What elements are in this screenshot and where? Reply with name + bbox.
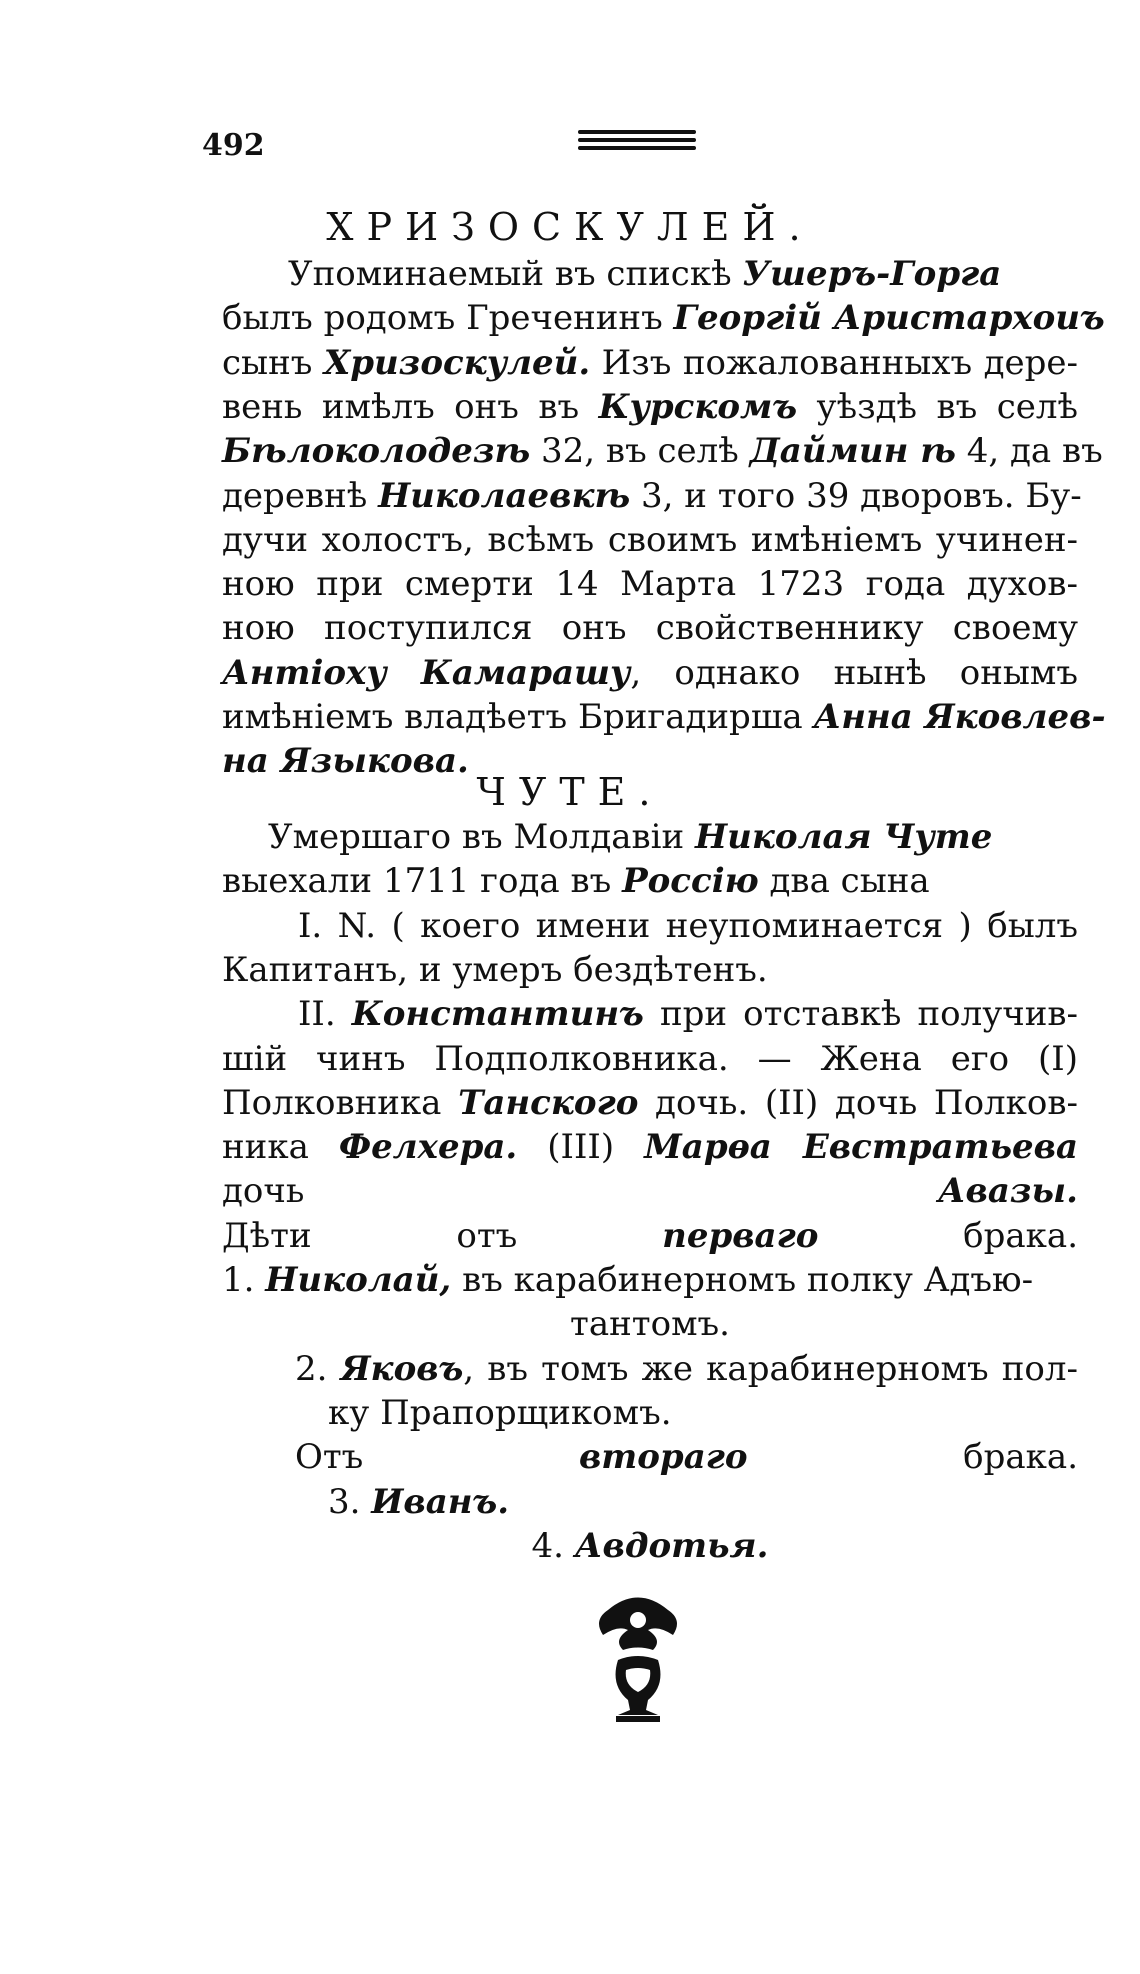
text-line [222, 1258, 1078, 1302]
section-heading: ЧУТЕ. [476, 770, 664, 814]
vase-ornament [588, 1590, 688, 1730]
text-segment: ку Прапорщикомъ. [328, 1392, 672, 1433]
text-line [222, 606, 1078, 650]
text-segment: , однако нынѣ онымъ [630, 652, 1078, 693]
text-segment: I. N. ( коего имени неупоминается ) былъ [298, 905, 1078, 946]
italic-name: Даймин ѣ [749, 431, 956, 472]
italic-name: Иванъ. [371, 1481, 510, 1522]
italic-name: Бѣлоколодезѣ [222, 431, 531, 472]
text-segment: брака. [818, 1215, 1078, 1256]
text-segment: дочь [222, 1171, 938, 1212]
text-segment: въ карабинерномъ полку Адъю- [451, 1260, 1034, 1300]
text-segment: 32, въ селѣ [530, 431, 750, 472]
text-segment: Упоминаемый въ спискѣ [288, 254, 743, 294]
italic-name: Антіоху Камарашу [222, 652, 631, 693]
text-line [222, 695, 1106, 739]
italic-name: Авдотья. [574, 1525, 769, 1566]
italic-name: Хризоскулей. [323, 342, 591, 383]
text-segment: два сына [758, 861, 930, 902]
text-line [222, 429, 1103, 473]
text-line [298, 904, 1078, 948]
text-segment: ника [222, 1127, 339, 1168]
text-line [222, 859, 1078, 903]
text-line [222, 1169, 1078, 1213]
text-segment: Умершаго въ Молдавіи [268, 817, 696, 857]
text-line [328, 1480, 1078, 1524]
text-line [268, 815, 1078, 859]
text-segment: Полковника [222, 1082, 459, 1123]
text-line [222, 385, 1078, 429]
italic-name: Георгій Аристархоиъ [673, 298, 1105, 339]
text-segment: дочь. (II) дочь Полков- [638, 1082, 1078, 1123]
text-segment: , въ томъ же карабинерномъ пол- [463, 1348, 1078, 1389]
text-line [222, 518, 1078, 562]
text-segment: (III) [517, 1127, 645, 1168]
text-line [222, 1524, 1078, 1568]
italic-name: Николая Чуте [695, 817, 993, 857]
text-line [328, 1391, 1078, 1435]
text-segment: уѣздѣ въ селѣ [797, 386, 1078, 427]
text-segment: 2. [295, 1348, 341, 1389]
italic-name: Ушеръ-Горга [742, 254, 1002, 294]
section-heading: ХРИЗОСКУЛЕЙ. [326, 205, 814, 249]
text-line [222, 1302, 1078, 1346]
text-segment: шій чинъ Подполковника. — Жена его (I) [222, 1038, 1078, 1079]
text-segment: Дѣти отъ [222, 1215, 663, 1256]
text-line [288, 252, 1078, 296]
text-segment: 1. [222, 1260, 266, 1300]
page-number: 492 [202, 128, 265, 163]
text-segment: при отставкѣ получив- [643, 994, 1079, 1035]
text-segment: деревнѣ [222, 475, 379, 516]
italic-name: втораго [578, 1437, 748, 1478]
italic-name: Николаевкѣ [378, 475, 631, 516]
text-segment: брака. [747, 1437, 1079, 1478]
text-segment: сынъ [222, 342, 324, 383]
text-line [222, 948, 1078, 992]
italic-name: Николай, [265, 1260, 452, 1300]
text-line [222, 296, 1105, 340]
header-rule [578, 130, 696, 154]
italic-name: Курскомъ [598, 386, 798, 427]
italic-name: Россію [622, 861, 759, 902]
text-line [295, 1347, 1078, 1391]
text-segment: былъ родомъ Греченинъ [222, 298, 674, 339]
text-line [222, 1214, 1078, 1258]
text-segment: II. [298, 994, 352, 1035]
text-segment: выехали 1711 года въ [222, 861, 623, 902]
text-line [295, 1435, 1078, 1479]
italic-name: Танского [458, 1082, 639, 1123]
text-line [222, 651, 1078, 695]
text-segment: вень имѣлъ онъ въ [222, 386, 599, 427]
text-segment: ною поступился онъ свойственнику своему [222, 608, 1078, 649]
text-line [222, 341, 1078, 385]
italic-name: Фелхера. [338, 1127, 518, 1168]
italic-name: Марѳа Евстратьева [644, 1127, 1079, 1168]
text-line [298, 992, 1078, 1036]
text-segment: дучи холостъ, всѣмъ своимъ имѣніемъ учинен- [222, 519, 1078, 560]
text-line [222, 474, 1082, 518]
text-segment: Отъ [295, 1437, 579, 1478]
text-line [222, 1081, 1078, 1125]
italic-name: Авазы. [937, 1171, 1078, 1212]
italic-name: Константинъ [351, 994, 644, 1035]
text-segment: имѣніемъ владѣетъ Бригадирша [222, 697, 814, 737]
italic-name: перваго [662, 1215, 819, 1256]
text-segment: ною при смерти 14 Марта 1723 года духов- [222, 564, 1078, 605]
text-segment: Капитанъ, и умеръ бездѣтенъ. [222, 949, 768, 990]
text-line [222, 1125, 1078, 1169]
text-segment: тантомъ. [570, 1304, 730, 1345]
italic-name: на Языкова. [222, 741, 469, 782]
text-line [222, 1037, 1078, 1081]
text-line [222, 562, 1078, 606]
text-segment: 3, и того 39 дворовъ. Бу- [630, 475, 1082, 516]
text-segment: Изъ пожалованныхъ дере- [590, 342, 1079, 383]
text-segment: 4, да въ [955, 431, 1103, 472]
italic-name: Анна Яковлев- [813, 697, 1106, 737]
italic-name: Яковъ [340, 1348, 464, 1389]
text-segment: 4. [531, 1525, 575, 1566]
text-segment: 3. [328, 1481, 372, 1522]
